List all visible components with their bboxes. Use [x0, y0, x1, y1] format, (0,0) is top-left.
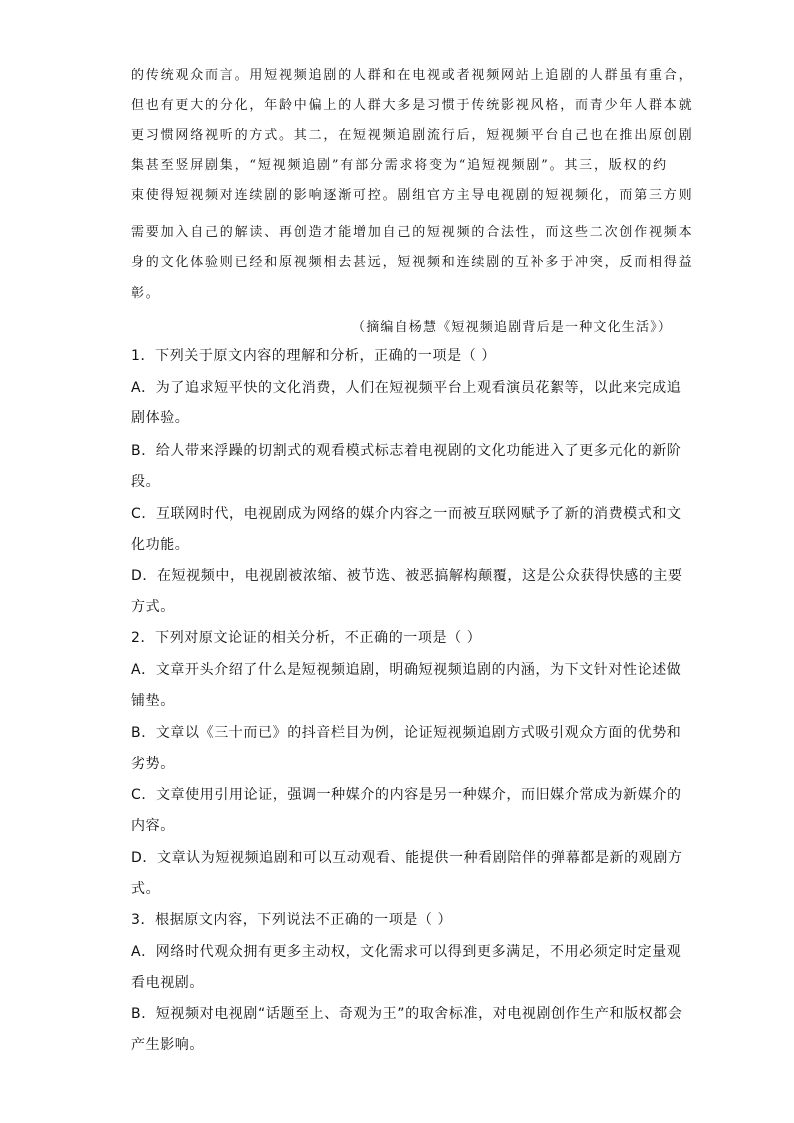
passage-line: 的传统观众而言。用短视频追剧的人群和在电视或者视频网站上追剧的人群虽有重合，: [131, 68, 694, 83]
question-2-option-b-cont: 劣势。: [131, 756, 175, 772]
passage-line: 束使得短视频对连续剧的影响逐渐可控。剧组官方主导电视剧的短视频化，而第三方则: [131, 188, 694, 203]
question-1-option-b-cont: 段。: [131, 474, 161, 490]
question-2-stem: 2．下列对原文论证的相关分析，不正确的一项是（ ）: [131, 630, 482, 646]
question-3-option-a-cont: 看电视剧。: [131, 975, 204, 991]
question-3-stem: 3．根据原文内容，下列说法不正确的一项是（ ）: [131, 912, 453, 928]
question-1-option-b: B．给人带来浮躁的切割式的观看模式标志着电视剧的文化功能进入了更多元化的新阶: [131, 443, 682, 459]
question-2-option-a: A．文章开头介绍了什么是短视频追剧，明确短视频追剧的内涵，为下文针对性论述做: [131, 662, 682, 678]
question-1-option-c: C．互联网时代，电视剧成为网络的媒介内容之一而被互联网赋予了新的消费模式和文: [131, 506, 682, 522]
passage-line: 集甚至竖屏剧集，“短视频追剧”有部分需求将变为“追短视频剧”。其三，版权的约: [131, 158, 668, 173]
question-1-option-d: D．在短视频中，电视剧被浓缩、被节选、被恶搞解构颠覆，这是公众获得快感的主要: [131, 568, 683, 584]
question-1-option-c-cont: 化功能。: [131, 537, 190, 553]
passage-line: 更习惯网络视听的方式。其二，在短视频追剧流行后，短视频平台自己也在推出原创剧: [131, 128, 694, 143]
question-2-option-c-cont: 内容。: [131, 818, 175, 834]
question-2-option-a-cont: 铺垫。: [131, 693, 175, 709]
passage-source: （摘编自杨慧《短视频追剧背后是一种文化生活》）: [352, 320, 673, 335]
question-1-option-a-cont: 剧体验。: [131, 410, 190, 426]
passage-line: 彰。: [131, 286, 161, 301]
question-3-option-b: B．短视频对电视剧“话题至上、奇观为王”的取舍标准，对电视剧创作生产和版权都会: [131, 1006, 683, 1022]
question-2-option-c: C．文章使用引用论证，强调一种媒介的内容是另一种媒介，而旧媒介常成为新媒介的: [131, 787, 682, 803]
question-1-stem: 1．下列关于原文内容的理解和分析，正确的一项是（ ）: [131, 348, 496, 364]
question-1-option-d-cont: 方式。: [131, 599, 175, 615]
question-3-option-a: A．网络时代观众拥有更多主动权，文化需求可以得到更多满足，不用必须定时定量观: [131, 944, 682, 960]
question-2-option-d: D．文章认为短视频追剧和可以互动观看、能提供一种看剧陪伴的弹幕都是新的观剧方: [131, 850, 683, 866]
question-2-option-d-cont: 式。: [131, 881, 161, 897]
question-2-option-b: B．文章以《三十而已》的抖音栏目为例，论证短视频追剧方式吸引观众方面的优势和: [131, 725, 682, 741]
passage-line: 身的文化体验则已经和原视频相去甚远，短视频和连续剧的互补多于冲突，反而相得益: [131, 255, 694, 270]
passage-line: 需要加入自己的解读、再创造才能增加自己的短视频的合法性，而这些二次创作视频本: [131, 225, 694, 240]
question-3-option-b-cont: 产生影响。: [131, 1037, 204, 1053]
passage-line: 但也有更大的分化，年龄中偏上的人群大多是习惯于传统影视风格，而青少年人群本就: [131, 98, 694, 113]
question-1-option-a: A．为了追求短平快的文化消费，人们在短视频平台上观看演员花絮等，以此来完成追: [131, 380, 682, 396]
